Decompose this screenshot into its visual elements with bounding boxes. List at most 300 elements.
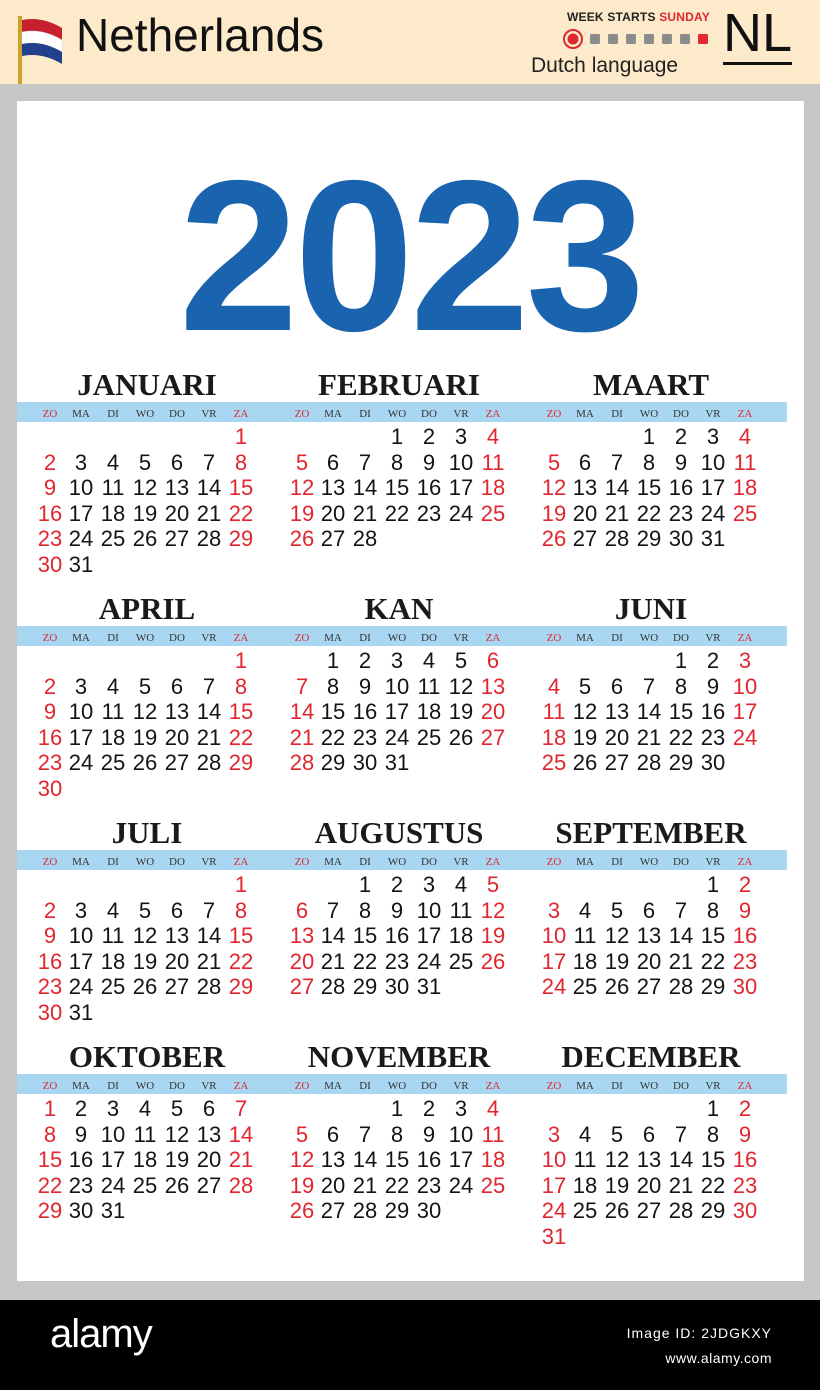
day-cell: 10 xyxy=(448,449,474,475)
weekday-label: WO xyxy=(639,632,659,644)
weekday-label: DO xyxy=(673,408,689,420)
day-cell: 4 xyxy=(578,1121,592,1147)
day-cell: 24 xyxy=(541,1198,567,1223)
week-starts-day: SUNDAY xyxy=(659,10,710,24)
day-cell: 22 xyxy=(228,948,254,974)
day-cell: 23 xyxy=(732,948,758,974)
weekday-label: VR xyxy=(453,408,469,420)
month-name: APRIL xyxy=(98,591,196,626)
day-cell: 6 xyxy=(486,648,500,673)
days-grid xyxy=(17,1096,269,1256)
day-cell: 22 xyxy=(384,500,410,526)
weekday-label: DO xyxy=(169,632,185,644)
weekday-label: DI xyxy=(359,408,371,420)
day-cell: 29 xyxy=(320,750,346,775)
day-cell: 7 xyxy=(610,449,624,475)
day-cell: 28 xyxy=(228,1172,254,1198)
weekday-label: DI xyxy=(107,856,119,868)
day-cell: 14 xyxy=(668,923,694,948)
day-cell: 13 xyxy=(164,699,190,724)
day-cell: 14 xyxy=(196,699,222,724)
day-cell: 20 xyxy=(480,699,506,724)
day-cell: 4 xyxy=(106,449,120,475)
day-cell: 26 xyxy=(132,750,158,775)
day-cell: 9 xyxy=(422,449,436,475)
weekday-label: MA xyxy=(576,632,594,644)
day-cell: 26 xyxy=(132,526,158,551)
day-cell: 7 xyxy=(234,1096,248,1121)
weekday-label: ZA xyxy=(233,408,249,420)
day-cell: 21 xyxy=(196,724,222,750)
day-cell: 11 xyxy=(417,673,441,699)
day-cell: 2 xyxy=(422,1096,436,1121)
day-cell: 24 xyxy=(541,974,567,999)
day-cell: 19 xyxy=(604,948,630,974)
day-cell: 21 xyxy=(320,948,346,974)
weekday-header-row xyxy=(269,1079,521,1093)
day-cell: 23 xyxy=(37,526,63,551)
day-cell: 12 xyxy=(604,1147,630,1172)
day-cell: 28 xyxy=(289,750,315,775)
day-cell: 22 xyxy=(352,948,378,974)
day-cell: 7 xyxy=(202,673,216,699)
month-maart xyxy=(521,366,773,590)
weekday-label: ZO xyxy=(294,856,310,868)
day-cell: 31 xyxy=(100,1198,126,1223)
day-cell: 19 xyxy=(480,923,506,948)
day-cell: 19 xyxy=(132,724,158,750)
day-cell: 19 xyxy=(289,500,315,526)
day-cell: 28 xyxy=(352,526,378,551)
day-cell: 27 xyxy=(636,1198,662,1223)
day-cell: 12 xyxy=(289,475,315,500)
day-cell: 10 xyxy=(700,449,726,475)
day-cell: 23 xyxy=(68,1172,94,1198)
day-cell: 9 xyxy=(706,673,720,699)
day-cell: 18 xyxy=(541,724,567,750)
day-cell: 14 xyxy=(352,1147,378,1172)
day-cell: 13 xyxy=(604,699,630,724)
day-cell: 9 xyxy=(674,449,688,475)
day-cell: 12 xyxy=(289,1147,315,1172)
day-cell: 3 xyxy=(390,648,404,673)
day-cell: 21 xyxy=(228,1147,254,1172)
days-grid xyxy=(521,424,773,584)
day-cell: 3 xyxy=(106,1096,120,1121)
day-cell: 14 xyxy=(636,699,662,724)
day-cell: 10 xyxy=(100,1121,126,1147)
day-cell: 14 xyxy=(289,699,315,724)
day-cell: 13 xyxy=(480,673,506,699)
month-name: JULI xyxy=(111,815,183,850)
weekday-label: ZO xyxy=(42,632,58,644)
day-cell: 17 xyxy=(732,699,758,724)
day-cell: 20 xyxy=(636,948,662,974)
day-cell: 10 xyxy=(448,1121,474,1147)
day-cell: 9 xyxy=(43,475,57,500)
weekday-label: MA xyxy=(576,1080,594,1092)
day-cell: 29 xyxy=(228,750,254,775)
day-cell: 6 xyxy=(642,897,656,923)
netherlands-flag-icon xyxy=(14,10,74,90)
day-cell: 7 xyxy=(358,1121,372,1147)
day-cell: 14 xyxy=(196,923,222,948)
day-cell: 21 xyxy=(352,1172,378,1198)
day-cell: 28 xyxy=(668,974,694,999)
day-cell: 26 xyxy=(572,750,598,775)
day-cell: 4 xyxy=(486,1096,500,1121)
weekday-label: ZO xyxy=(294,632,310,644)
day-cell: 27 xyxy=(164,974,190,999)
day-cell: 10 xyxy=(384,673,410,699)
day-cell: 18 xyxy=(480,1147,506,1172)
day-cell: 27 xyxy=(196,1172,222,1198)
weekday-label: MA xyxy=(72,1080,90,1092)
day-cell: 8 xyxy=(358,897,372,923)
day-cell: 4 xyxy=(106,897,120,923)
day-cell: 8 xyxy=(43,1121,57,1147)
weekday-label: ZA xyxy=(737,1080,753,1092)
day-cell: 15 xyxy=(384,475,410,500)
weekday-label: ZA xyxy=(737,408,753,420)
days-grid xyxy=(269,872,521,1032)
day-cell: 5 xyxy=(295,1121,309,1147)
day-cell: 5 xyxy=(295,449,309,475)
day-cell: 26 xyxy=(289,526,315,551)
month-april xyxy=(17,590,269,814)
day-cell: 13 xyxy=(572,475,598,500)
day-cell: 17 xyxy=(100,1147,126,1172)
weekday-header-row xyxy=(521,631,773,645)
day-cell: 11 xyxy=(481,449,505,475)
day-cell: 26 xyxy=(289,1198,315,1223)
week-starts-label xyxy=(567,10,710,24)
day-cell: 3 xyxy=(454,424,468,449)
weekday-header-row xyxy=(269,407,521,421)
day-cell: 21 xyxy=(196,500,222,526)
days-grid xyxy=(269,648,521,808)
month-name: DECEMBER xyxy=(561,1039,741,1074)
day-cell: 21 xyxy=(636,724,662,750)
day-cell: 16 xyxy=(732,1147,758,1172)
day-cell: 26 xyxy=(604,974,630,999)
weekday-label: ZO xyxy=(294,1080,310,1092)
days-grid xyxy=(521,1096,773,1256)
day-cell: 12 xyxy=(604,923,630,948)
day-cell: 21 xyxy=(196,948,222,974)
weekday-header-row xyxy=(521,407,773,421)
weekday-label: VR xyxy=(453,856,469,868)
day-cell: 8 xyxy=(326,673,340,699)
day-cell: 2 xyxy=(358,648,372,673)
day-cell: 19 xyxy=(289,1172,315,1198)
day-cell: 30 xyxy=(37,999,63,1025)
day-cell: 12 xyxy=(572,699,598,724)
month-december xyxy=(521,1038,773,1262)
day-cell: 26 xyxy=(132,974,158,999)
day-cell: 25 xyxy=(100,974,126,999)
weekday-label: VR xyxy=(705,856,721,868)
weekday-label: ZA xyxy=(233,856,249,868)
weekday-label: VR xyxy=(705,632,721,644)
day-cell: 15 xyxy=(352,923,378,948)
day-cell: 17 xyxy=(68,948,94,974)
day-cell: 27 xyxy=(480,724,506,750)
days-grid xyxy=(17,872,269,1032)
day-cell: 26 xyxy=(164,1172,190,1198)
day-cell: 31 xyxy=(68,999,94,1025)
day-cell: 14 xyxy=(320,923,346,948)
day-cell: 4 xyxy=(138,1096,152,1121)
weekday-label: VR xyxy=(201,856,217,868)
day-cell: 14 xyxy=(668,1147,694,1172)
weekday-label: ZA xyxy=(233,632,249,644)
weekday-label: WO xyxy=(639,856,659,868)
day-cell: 12 xyxy=(448,673,474,699)
weekday-label: DO xyxy=(421,1080,437,1092)
day-cell: 23 xyxy=(668,500,694,526)
day-cell: 13 xyxy=(636,1147,662,1172)
day-cell: 18 xyxy=(572,1172,598,1198)
day-cell: 5 xyxy=(138,897,152,923)
weekday-header-row xyxy=(17,1079,269,1093)
day-cell: 24 xyxy=(448,500,474,526)
day-cell: 5 xyxy=(138,673,152,699)
day-cell: 13 xyxy=(320,475,346,500)
day-cell: 14 xyxy=(196,475,222,500)
weekday-label: DO xyxy=(169,408,185,420)
weekday-label: ZA xyxy=(737,856,753,868)
day-cell: 19 xyxy=(448,699,474,724)
day-cell: 5 xyxy=(486,872,500,897)
day-cell: 27 xyxy=(320,526,346,551)
weekday-label: DO xyxy=(421,632,437,644)
weekday-label: WO xyxy=(387,408,407,420)
day-cell: 28 xyxy=(352,1198,378,1223)
month-name: SEPTEMBER xyxy=(555,815,747,850)
weekday-label: ZO xyxy=(294,408,310,420)
day-cell: 27 xyxy=(636,974,662,999)
day-cell: 9 xyxy=(43,923,57,948)
day-cell: 17 xyxy=(448,1147,474,1172)
day-cell: 27 xyxy=(289,974,315,999)
day-cell: 25 xyxy=(480,1172,506,1198)
day-cell: 21 xyxy=(604,500,630,526)
day-cell: 18 xyxy=(448,923,474,948)
day-cell: 6 xyxy=(170,449,184,475)
day-cell: 18 xyxy=(100,724,126,750)
day-cell: 8 xyxy=(234,897,248,923)
day-cell: 3 xyxy=(74,449,88,475)
day-cell: 4 xyxy=(547,673,561,699)
day-cell: 1 xyxy=(706,1096,720,1121)
weekday-label: WO xyxy=(639,408,659,420)
language-label: Dutch language xyxy=(531,54,679,77)
day-cell: 27 xyxy=(164,750,190,775)
day-cell: 16 xyxy=(37,948,63,974)
day-cell: 8 xyxy=(390,1121,404,1147)
day-cell: 22 xyxy=(700,948,726,974)
day-cell: 17 xyxy=(68,724,94,750)
weekday-header-row xyxy=(269,631,521,645)
month-name: MAART xyxy=(592,367,709,402)
day-cell: 3 xyxy=(547,1121,561,1147)
day-cell: 19 xyxy=(572,724,598,750)
day-cell: 16 xyxy=(68,1147,94,1172)
month-juli xyxy=(17,814,269,1038)
day-cell: 8 xyxy=(234,449,248,475)
day-cell: 15 xyxy=(228,699,254,724)
weekday-header-row xyxy=(17,407,269,421)
day-cell: 11 xyxy=(101,923,125,948)
day-cell: 30 xyxy=(416,1198,442,1223)
day-cell: 19 xyxy=(604,1172,630,1198)
day-cell: 30 xyxy=(37,775,63,801)
day-cell: 23 xyxy=(352,724,378,750)
weekday-label: DO xyxy=(673,856,689,868)
weekday-label: MA xyxy=(324,856,342,868)
day-cell: 28 xyxy=(196,526,222,551)
day-cell: 15 xyxy=(700,1147,726,1172)
day-cell: 19 xyxy=(132,948,158,974)
day-cell: 5 xyxy=(170,1096,184,1121)
day-cell: 12 xyxy=(132,475,158,500)
alamy-logo: alamy xyxy=(50,1312,152,1356)
day-cell: 11 xyxy=(733,449,757,475)
day-cell: 8 xyxy=(706,897,720,923)
day-cell: 13 xyxy=(636,923,662,948)
day-cell: 16 xyxy=(384,923,410,948)
day-cell: 8 xyxy=(390,449,404,475)
weekday-label: DI xyxy=(359,856,371,868)
weekday-label: DI xyxy=(611,408,623,420)
day-cell: 20 xyxy=(164,500,190,526)
day-cell: 22 xyxy=(228,500,254,526)
day-cell: 8 xyxy=(234,673,248,699)
day-cell: 15 xyxy=(636,475,662,500)
day-cell: 8 xyxy=(674,673,688,699)
day-cell: 7 xyxy=(202,897,216,923)
day-cell: 22 xyxy=(320,724,346,750)
day-cell: 16 xyxy=(37,724,63,750)
day-cell: 29 xyxy=(636,526,662,551)
day-cell: 27 xyxy=(572,526,598,551)
day-cell: 30 xyxy=(668,526,694,551)
day-cell: 25 xyxy=(572,974,598,999)
day-cell: 29 xyxy=(384,1198,410,1223)
weekday-label: DO xyxy=(673,632,689,644)
weekday-label: DI xyxy=(107,632,119,644)
day-cell: 11 xyxy=(101,699,125,724)
day-cell: 1 xyxy=(358,872,372,897)
weekday-label: MA xyxy=(324,408,342,420)
day-cell: 6 xyxy=(295,897,309,923)
weekday-label: DO xyxy=(421,408,437,420)
day-cell: 24 xyxy=(68,750,94,775)
month-september xyxy=(521,814,773,1038)
weekday-label: VR xyxy=(201,632,217,644)
month-name: JUNI xyxy=(614,591,688,626)
day-cell: 9 xyxy=(738,1121,752,1147)
weekday-label: MA xyxy=(72,408,90,420)
day-cell: 25 xyxy=(732,500,758,526)
day-cell: 9 xyxy=(358,673,372,699)
site-url: www.alamy.com xyxy=(665,1350,772,1366)
month-name: AUGUSTUS xyxy=(314,815,484,850)
day-cell: 11 xyxy=(573,1147,597,1172)
day-cell: 12 xyxy=(164,1121,190,1147)
day-cell: 29 xyxy=(668,750,694,775)
weekday-label: VR xyxy=(705,408,721,420)
day-cell: 22 xyxy=(700,1172,726,1198)
week-start-indicator-icon xyxy=(563,29,723,49)
weekday-header-row xyxy=(17,631,269,645)
day-cell: 1 xyxy=(390,424,404,449)
day-cell: 2 xyxy=(74,1096,88,1121)
day-cell: 18 xyxy=(732,475,758,500)
day-cell: 29 xyxy=(228,526,254,551)
weekday-label: DI xyxy=(611,632,623,644)
day-cell: 25 xyxy=(541,750,567,775)
weekday-label: WO xyxy=(135,1080,155,1092)
day-cell: 21 xyxy=(289,724,315,750)
weekday-label: ZA xyxy=(485,408,501,420)
day-cell: 12 xyxy=(132,699,158,724)
day-cell: 25 xyxy=(480,500,506,526)
year-title: 2023 xyxy=(178,135,642,376)
day-cell: 29 xyxy=(700,974,726,999)
day-cell: 20 xyxy=(320,500,346,526)
day-cell: 5 xyxy=(578,673,592,699)
day-cell: 20 xyxy=(604,724,630,750)
day-cell: 3 xyxy=(738,648,752,673)
weekday-header-row xyxy=(521,1079,773,1093)
day-cell: 21 xyxy=(352,500,378,526)
weekday-label: VR xyxy=(705,1080,721,1092)
weekday-label: ZO xyxy=(546,1080,562,1092)
days-grid xyxy=(521,872,773,1032)
day-cell: 30 xyxy=(384,974,410,999)
day-cell: 3 xyxy=(454,1096,468,1121)
day-cell: 1 xyxy=(642,424,656,449)
day-cell: 8 xyxy=(642,449,656,475)
day-cell: 17 xyxy=(541,948,567,974)
day-cell: 9 xyxy=(74,1121,88,1147)
week-starts-prefix: WEEK STARTS xyxy=(567,10,656,24)
weekday-label: DO xyxy=(169,1080,185,1092)
day-cell: 19 xyxy=(541,500,567,526)
day-cell: 17 xyxy=(384,699,410,724)
day-cell: 25 xyxy=(100,750,126,775)
day-cell: 28 xyxy=(604,526,630,551)
month-kan xyxy=(269,590,521,814)
day-cell: 1 xyxy=(234,872,248,897)
day-cell: 31 xyxy=(541,1223,567,1249)
weekday-label: ZO xyxy=(42,408,58,420)
day-cell: 8 xyxy=(706,1121,720,1147)
day-cell: 29 xyxy=(352,974,378,999)
day-cell: 4 xyxy=(422,648,436,673)
day-cell: 4 xyxy=(578,897,592,923)
day-cell: 9 xyxy=(43,699,57,724)
day-cell: 18 xyxy=(480,475,506,500)
day-cell: 9 xyxy=(422,1121,436,1147)
weekday-label: MA xyxy=(324,1080,342,1092)
day-cell: 17 xyxy=(541,1172,567,1198)
month-augustus xyxy=(269,814,521,1038)
day-cell: 16 xyxy=(732,923,758,948)
day-cell: 2 xyxy=(738,872,752,897)
